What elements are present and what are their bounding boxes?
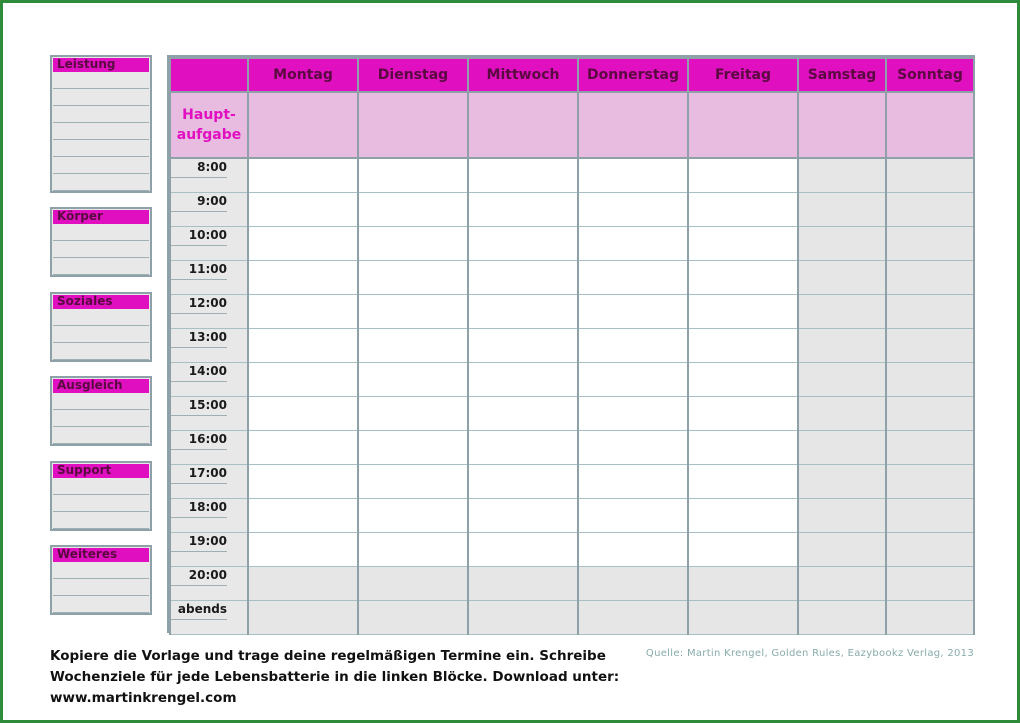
category-entry-line[interactable] bbox=[53, 140, 149, 157]
schedule-slot[interactable] bbox=[468, 362, 578, 396]
footer-line-1: Kopiere die Vorlage und trage deine regelmäßigen Termine ein. Schreibe bbox=[50, 648, 606, 664]
schedule-slot[interactable] bbox=[798, 566, 886, 600]
hour-row bbox=[170, 328, 974, 362]
schedule-slot[interactable] bbox=[578, 430, 688, 464]
footer-instructions bbox=[50, 646, 630, 709]
category-entry-line[interactable] bbox=[53, 106, 149, 123]
schedule-slot[interactable] bbox=[248, 600, 358, 634]
schedule-slot[interactable] bbox=[886, 464, 974, 498]
time-label: 11:00 bbox=[171, 262, 227, 280]
main-task-cell[interactable] bbox=[358, 92, 468, 158]
category-block bbox=[50, 461, 152, 531]
schedule-slot[interactable] bbox=[468, 532, 578, 566]
time-label-cell bbox=[170, 362, 248, 396]
source-credit: Quelle: Martin Krengel, Golden Rules, Eazybookz Verlag, 2013 bbox=[645, 648, 974, 659]
footer-link[interactable]: www.martinkrengel.com bbox=[50, 690, 237, 706]
category-title: Soziales bbox=[53, 295, 149, 309]
time-label-cell bbox=[170, 328, 248, 362]
schedule-slot[interactable] bbox=[578, 498, 688, 532]
schedule-slot[interactable] bbox=[468, 396, 578, 430]
schedule-slot[interactable] bbox=[358, 226, 468, 260]
day-header: Montag bbox=[248, 58, 358, 92]
schedule-slot[interactable] bbox=[798, 396, 886, 430]
schedule-slot[interactable] bbox=[886, 396, 974, 430]
schedule-slot[interactable] bbox=[886, 192, 974, 226]
time-label-cell bbox=[170, 430, 248, 464]
category-block bbox=[50, 545, 152, 615]
schedule-slot[interactable] bbox=[886, 294, 974, 328]
main-task-label bbox=[170, 92, 248, 158]
main-task-cell[interactable] bbox=[886, 92, 974, 158]
category-block bbox=[50, 376, 152, 446]
schedule-slot[interactable] bbox=[886, 158, 974, 192]
day-header: Samstag bbox=[798, 58, 886, 92]
category-title: Körper bbox=[53, 210, 149, 224]
schedule-slot[interactable] bbox=[798, 464, 886, 498]
header-corner bbox=[170, 58, 248, 92]
hour-row bbox=[170, 396, 974, 430]
main-task-cell[interactable] bbox=[578, 92, 688, 158]
day-header: Mittwoch bbox=[468, 58, 578, 92]
day-header: Dienstag bbox=[358, 58, 468, 92]
time-label-cell bbox=[170, 260, 248, 294]
day-header: Freitag bbox=[688, 58, 798, 92]
schedule-slot[interactable] bbox=[248, 192, 358, 226]
schedule-slot[interactable] bbox=[798, 192, 886, 226]
day-header: Sonntag bbox=[886, 58, 974, 92]
category-block bbox=[50, 292, 152, 362]
schedule-slot[interactable] bbox=[798, 226, 886, 260]
schedule-slot[interactable] bbox=[798, 158, 886, 192]
schedule-slot[interactable] bbox=[886, 328, 974, 362]
hour-row bbox=[170, 566, 974, 600]
schedule-slot[interactable] bbox=[886, 362, 974, 396]
time-label-cell bbox=[170, 158, 248, 192]
time-label: 12:00 bbox=[171, 296, 227, 314]
schedule-slot[interactable] bbox=[468, 158, 578, 192]
schedule-slot[interactable] bbox=[248, 226, 358, 260]
hour-row bbox=[170, 158, 974, 192]
time-label-cell bbox=[170, 532, 248, 566]
time-label: 15:00 bbox=[171, 398, 227, 416]
schedule-slot[interactable] bbox=[688, 158, 798, 192]
schedule-slot[interactable] bbox=[798, 328, 886, 362]
schedule-slot[interactable] bbox=[798, 362, 886, 396]
schedule-slot[interactable] bbox=[578, 192, 688, 226]
hour-row bbox=[170, 294, 974, 328]
schedule-slot[interactable] bbox=[688, 328, 798, 362]
time-label: 10:00 bbox=[171, 228, 227, 246]
schedule-slot[interactable] bbox=[886, 260, 974, 294]
time-label: 19:00 bbox=[171, 534, 227, 552]
schedule-slot[interactable] bbox=[468, 192, 578, 226]
schedule-slot[interactable] bbox=[468, 226, 578, 260]
schedule-slot[interactable] bbox=[468, 294, 578, 328]
schedule-slot[interactable] bbox=[468, 430, 578, 464]
schedule-slot[interactable] bbox=[578, 362, 688, 396]
schedule-slot[interactable] bbox=[798, 498, 886, 532]
schedule-slot[interactable] bbox=[358, 362, 468, 396]
category-entry-line[interactable] bbox=[53, 123, 149, 140]
main-task-cell[interactable] bbox=[688, 92, 798, 158]
hour-row bbox=[170, 532, 974, 566]
schedule-slot[interactable] bbox=[886, 498, 974, 532]
time-label: 18:00 bbox=[171, 500, 227, 518]
time-label: 13:00 bbox=[171, 330, 227, 348]
category-entry-line[interactable] bbox=[53, 579, 149, 596]
schedule-slot[interactable] bbox=[358, 192, 468, 226]
time-label-cell bbox=[170, 192, 248, 226]
category-entry-line[interactable] bbox=[53, 478, 149, 495]
category-entry-line[interactable] bbox=[53, 393, 149, 410]
category-entry-line[interactable] bbox=[53, 157, 149, 174]
category-title: Leistung bbox=[53, 58, 149, 72]
schedule-slot[interactable] bbox=[886, 566, 974, 600]
category-entry-line[interactable] bbox=[53, 326, 149, 343]
time-label: 16:00 bbox=[171, 432, 227, 450]
hour-row bbox=[170, 430, 974, 464]
schedule-slot[interactable] bbox=[358, 294, 468, 328]
hour-row bbox=[170, 260, 974, 294]
schedule-slot[interactable] bbox=[578, 464, 688, 498]
hour-row bbox=[170, 192, 974, 226]
category-entry-line[interactable] bbox=[53, 309, 149, 326]
time-label-cell bbox=[170, 464, 248, 498]
main-task-row bbox=[170, 92, 974, 158]
time-label: 14:00 bbox=[171, 364, 227, 382]
schedule-slot[interactable] bbox=[688, 430, 798, 464]
schedule-slot[interactable] bbox=[886, 532, 974, 566]
main-task-label-line1: Haupt- bbox=[182, 107, 236, 123]
category-entry-line[interactable] bbox=[53, 72, 149, 89]
hour-row bbox=[170, 498, 974, 532]
category-title: Weiteres bbox=[53, 548, 149, 562]
schedule-slot[interactable] bbox=[358, 498, 468, 532]
schedule-slot[interactable] bbox=[688, 532, 798, 566]
schedule-slot[interactable] bbox=[886, 226, 974, 260]
schedule-slot[interactable] bbox=[248, 294, 358, 328]
time-label-cell bbox=[170, 226, 248, 260]
schedule-slot[interactable] bbox=[468, 600, 578, 634]
schedule-slot[interactable] bbox=[578, 396, 688, 430]
schedule-slot[interactable] bbox=[358, 396, 468, 430]
schedule-slot[interactable] bbox=[688, 600, 798, 634]
schedule-slot[interactable] bbox=[688, 294, 798, 328]
main-task-cell[interactable] bbox=[468, 92, 578, 158]
category-block bbox=[50, 55, 152, 193]
schedule-slot[interactable] bbox=[578, 226, 688, 260]
category-entry-line[interactable] bbox=[53, 174, 149, 191]
time-label-cell bbox=[170, 498, 248, 532]
schedule-slot[interactable] bbox=[358, 600, 468, 634]
schedule-slot[interactable] bbox=[248, 158, 358, 192]
schedule-slot[interactable] bbox=[798, 430, 886, 464]
category-entry-line[interactable] bbox=[53, 427, 149, 444]
day-header: Donnerstag bbox=[578, 58, 688, 92]
hour-row bbox=[170, 226, 974, 260]
schedule-slot[interactable] bbox=[688, 192, 798, 226]
hour-row bbox=[170, 464, 974, 498]
schedule-slot[interactable] bbox=[578, 294, 688, 328]
schedule-slot[interactable] bbox=[358, 328, 468, 362]
category-entry-line[interactable] bbox=[53, 596, 149, 613]
schedule-slot[interactable] bbox=[248, 566, 358, 600]
schedule-slot[interactable] bbox=[358, 430, 468, 464]
schedule-slot[interactable] bbox=[578, 328, 688, 362]
schedule-slot[interactable] bbox=[248, 396, 358, 430]
main-task-label-line2: aufgabe bbox=[176, 127, 242, 143]
schedule-slot[interactable] bbox=[248, 328, 358, 362]
hour-row bbox=[170, 362, 974, 396]
schedule-slot[interactable] bbox=[248, 532, 358, 566]
category-entry-line[interactable] bbox=[53, 89, 149, 106]
schedule-slot[interactable] bbox=[688, 362, 798, 396]
schedule-slot[interactable] bbox=[798, 532, 886, 566]
schedule-slot[interactable] bbox=[688, 498, 798, 532]
time-label-cell bbox=[170, 396, 248, 430]
hour-row bbox=[170, 600, 974, 634]
schedule-slot[interactable] bbox=[798, 294, 886, 328]
schedule-slot[interactable] bbox=[468, 328, 578, 362]
category-entry-line[interactable] bbox=[53, 224, 149, 241]
main-task-cell[interactable] bbox=[798, 92, 886, 158]
schedule-slot[interactable] bbox=[248, 498, 358, 532]
schedule-slot[interactable] bbox=[688, 464, 798, 498]
schedule-slot[interactable] bbox=[798, 600, 886, 634]
time-label: 9:00 bbox=[171, 194, 227, 212]
day-header-row bbox=[170, 58, 974, 92]
schedule-slot[interactable] bbox=[688, 396, 798, 430]
time-label: 8:00 bbox=[171, 160, 227, 178]
schedule-slot[interactable] bbox=[578, 532, 688, 566]
category-entry-line[interactable] bbox=[53, 562, 149, 579]
category-entry-line[interactable] bbox=[53, 512, 149, 529]
footer-line-2: Wochenziele für jede Lebensbatterie in die linken Blöcke. Download unter: bbox=[50, 669, 620, 685]
schedule-slot[interactable] bbox=[688, 260, 798, 294]
schedule-slot[interactable] bbox=[358, 158, 468, 192]
schedule-slot[interactable] bbox=[358, 464, 468, 498]
schedule-slot[interactable] bbox=[468, 566, 578, 600]
time-label: abends bbox=[171, 602, 227, 620]
schedule-slot[interactable] bbox=[578, 600, 688, 634]
schedule-slot[interactable] bbox=[688, 566, 798, 600]
category-entry-line[interactable] bbox=[53, 410, 149, 427]
schedule-slot[interactable] bbox=[358, 532, 468, 566]
category-entry-line[interactable] bbox=[53, 258, 149, 275]
schedule-slot[interactable] bbox=[886, 430, 974, 464]
schedule-table bbox=[169, 57, 975, 635]
main-task-cell[interactable] bbox=[248, 92, 358, 158]
time-label: 17:00 bbox=[171, 466, 227, 484]
schedule-slot[interactable] bbox=[248, 430, 358, 464]
schedule-slot[interactable] bbox=[468, 260, 578, 294]
schedule-slot[interactable] bbox=[248, 362, 358, 396]
weekly-schedule-grid bbox=[167, 55, 975, 633]
time-label-cell bbox=[170, 566, 248, 600]
schedule-slot[interactable] bbox=[248, 464, 358, 498]
schedule-slot[interactable] bbox=[798, 260, 886, 294]
schedule-slot[interactable] bbox=[578, 566, 688, 600]
schedule-slot[interactable] bbox=[886, 600, 974, 634]
schedule-slot[interactable] bbox=[578, 260, 688, 294]
schedule-slot[interactable] bbox=[468, 464, 578, 498]
category-title: Support bbox=[53, 464, 149, 478]
category-entry-line[interactable] bbox=[53, 241, 149, 258]
category-entry-line[interactable] bbox=[53, 343, 149, 360]
category-entry-line[interactable] bbox=[53, 495, 149, 512]
schedule-slot[interactable] bbox=[578, 158, 688, 192]
schedule-slot[interactable] bbox=[688, 226, 798, 260]
category-block bbox=[50, 207, 152, 277]
category-title: Ausgleich bbox=[53, 379, 149, 393]
time-label: 20:00 bbox=[171, 568, 227, 586]
schedule-slot[interactable] bbox=[358, 260, 468, 294]
schedule-slot[interactable] bbox=[468, 498, 578, 532]
schedule-slot[interactable] bbox=[248, 260, 358, 294]
schedule-slot[interactable] bbox=[358, 566, 468, 600]
time-label-cell bbox=[170, 294, 248, 328]
time-label-cell bbox=[170, 600, 248, 634]
